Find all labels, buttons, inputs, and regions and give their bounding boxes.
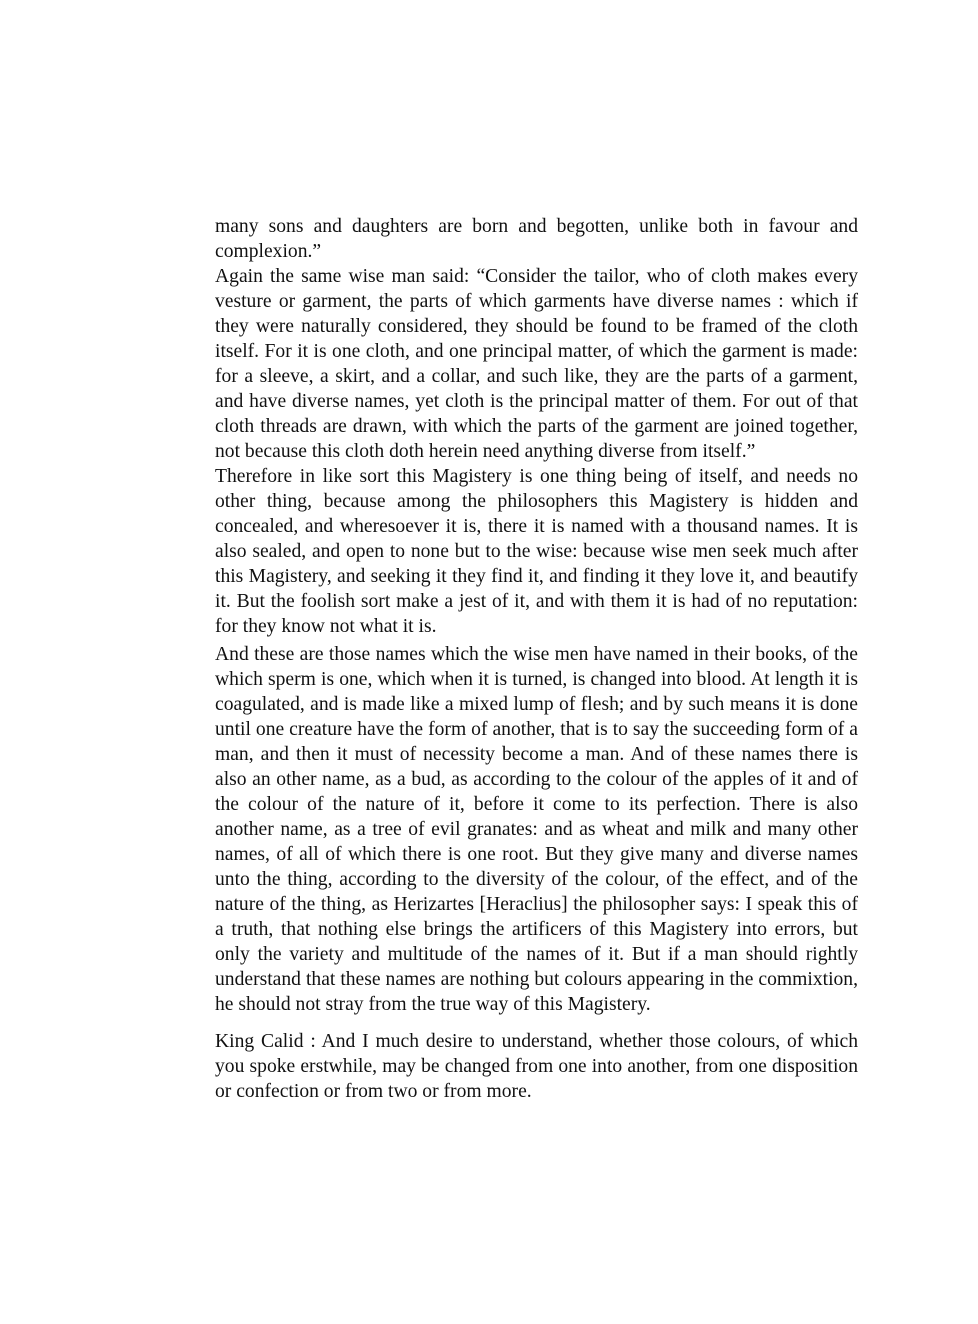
paragraph-continuation: many sons and daughters are born and begotten, unlike both in favour and complexion.” [215, 216, 858, 262]
text-body [215, 214, 858, 1104]
paragraph-names: And these are those names which the wise men have named in their books, of the which sperm is one, which when it is turned, is changed into blood. At length it is coagulated, and is made like a mixed lump of flesh; and by such means it is done until one creature have the form of another, that is to say the succeeding form of a man, and then it must of necessity become a man. And of these names there is also an other name, as a bud, as according to the colour of the apples of it and of the colour of the nature of it, before it come to its perfection. There is also another name, as a tree of evil granates: and as wheat and milk and many other names, of all of which there is one root. But they give many and diverse names unto the thing, according to the diversity of the colour, of the effect, and of the nature of the thing, as Herizartes [Heraclius] the philosopher says: I speak this of a truth, that nothing else brings the artificers of this Magistery into errors, but only the variety and multitude of the names of it. But if a man should rightly understand that these names are nothing but colours appearing in the commixtion, he should not stray from the true way of this Magistery. [215, 644, 858, 1015]
paragraph-magistery: Therefore in like sort this Magistery is one thing being of itself, and needs no other thing, because among the philosophers this Magistery is hidden and concealed, and wheresoever it is, there it is named with a thousand names. It is also sealed, and open to none but to the wise: because wise men seek much after this Magistery, and seeking it they find it, and finding it they love it, and beautify it. But the foolish sort make a jest of it, and with them it is had of no reputation: for they know not what it is. [215, 466, 858, 637]
paragraph-king-calid: King Calid : And I much desire to understand, whether those colours, of which you spoke erstwhile, may be changed from one into another, from one disposition or confection or from two or from more. [215, 1031, 858, 1102]
paragraph-tailor: Again the same wise man said: “Consider the tailor, who of cloth makes every vesture or garment, the parts of which garments have diverse names : which if they were naturally considered, they should be found to be framed of the cloth itself. For it is one cloth, and one principal matter, of which the garment is made: for a sleeve, a skirt, and a collar, and such like, they are the parts of a garment, and have diverse names, yet cloth is the principal matter of them. For out of that cloth threads are drawn, with which the parts of the garment are joined together, not because this cloth doth herein need anything diverse from itself.” [215, 266, 858, 462]
